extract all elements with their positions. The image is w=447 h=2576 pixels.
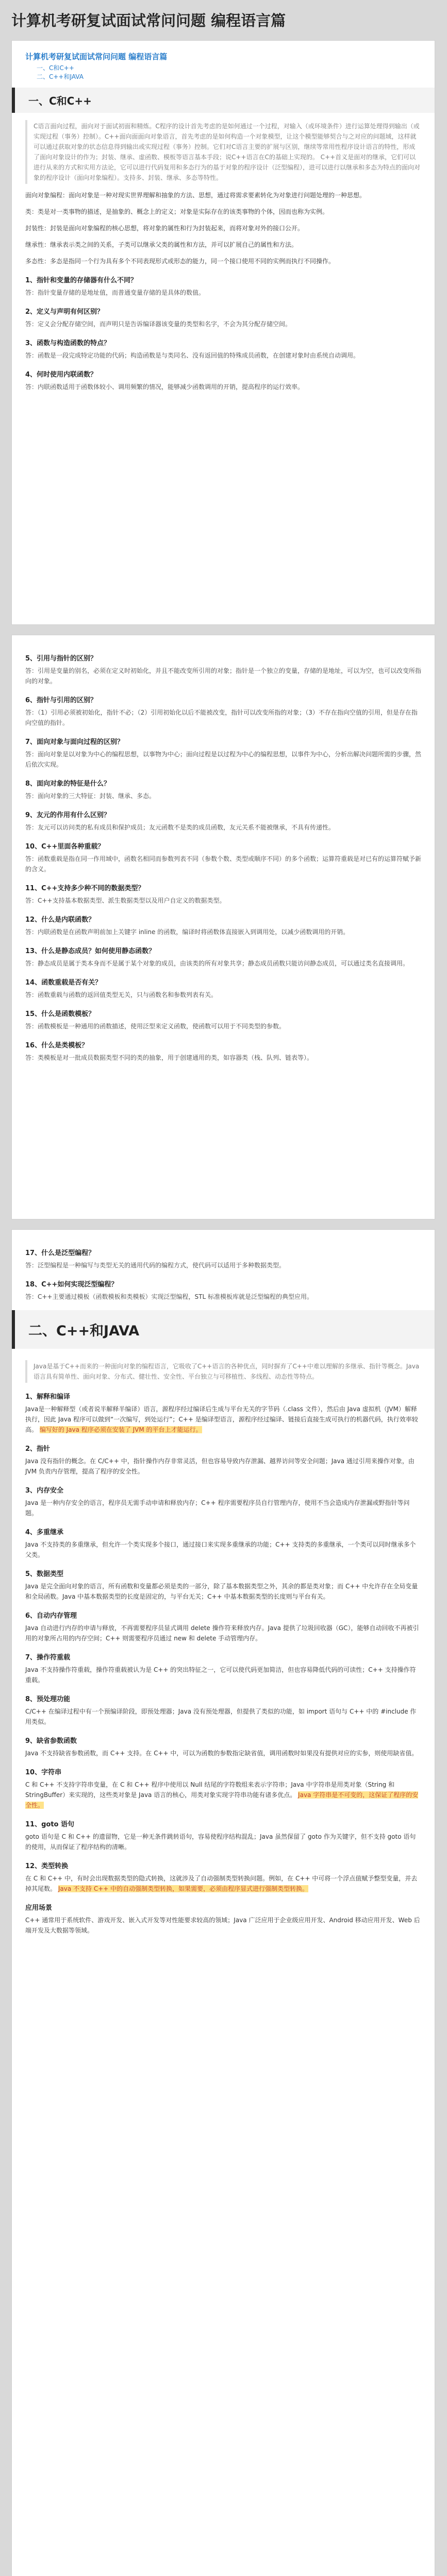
section-title-c-cpp: 一、C和C++ [12,88,435,113]
answer: 答：函数是一段完成特定功能的代码；构造函数是与类同名、没有返回值的特殊成员函数，在创建对象时由系统自动调用。 [25,352,360,359]
paragraph-inheritance: 继承性：继承表示类之间的关系，子类可以继承父类的属性和方法，并可以扩展自己的属性和方法。 [25,241,298,248]
question: 7、面向对象与面向过程的区别？ [25,738,124,746]
comparison-text: Java 不支持操作符重载，操作符重载被认为是 C++ 的突出特征之一，它可以使代码更加简洁，但也容易降低代码的可读性；C++ 支持操作符重载。 [25,1666,416,1684]
qa-list-1 [25,275,421,392]
comparison-heading: 应用场景 [25,1904,53,1912]
question: 3、函数与构造函数的特点？ [25,340,111,347]
question: 9、友元的作用有什么区别？ [25,811,111,819]
answer: 答：函数重载与函数的返回值类型无关，只与函数名和参数列表有关。 [25,991,218,998]
comparison-heading: 8、预处理功能 [25,1696,71,1703]
java-intro-quote: Java是基于C++而来的一种面向对象的编程语言，它吸收了C++语言的各种优点，同时摒弃了C++中难以理解的多继承、指针等概念。Java语言具有简单性、面向对象、分布式、健壮性、安全性、平台独立与可移植性、多线程、动态性等特点。 [25,1360,421,1383]
answer: 答：静态成员是属于类本身而不是属于某个对象的成员，由该类的所有对象共享；静态成员函数只能访问静态成员，可以通过类名直接调用。 [25,960,409,967]
comparison-text: C++ 通常用于系统软件、游戏开发、嵌入式开发等对性能要求较高的领域；Java 广泛应用于企业级应用开发、Android 移动应用开发、Web 后端开发及大数据等领域。 [25,1917,420,1934]
answer: 答：面向对象的三大特征：封装、继承、多态。 [25,792,156,800]
comparison-text: C 和 C++ 不支持字符串变量，在 C 和 C++ 程序中使用以 Null 结尾的字符数组来表示字符串；Java 中字符串是用类对象（String 和 StringBuffer）来实现的，这些类对象是 Java 语言的核心，用类对象实现字符串功能有诸多优点。 Java 字符串是不可变的，这保证了程序的安全性。 [25,1781,419,1809]
question: 18、C++如何实现泛型编程？ [25,1281,118,1289]
document-page-1 [11,40,435,625]
question: 10、C++里面各种重载？ [25,843,105,851]
question: 4、何时使用内联函数？ [25,371,97,379]
highlight-text: Java 不支持 C++ 中的自动强制类型转换，如果需要，必须由程序显式进行强制类型转换。 [58,1885,309,1892]
question: 2、定义与声明有何区别？ [25,308,104,316]
answer: 答：泛型编程是一种编写与类型无关的通用代码的编程方式，使代码可以适用于多种数据类型。 [25,1262,286,1269]
answer: 答：引用是变量的别名，必须在定义时初始化，并且不能改变所引用的对象；指针是一个独立的变量，存储的是地址，可以为空，也可以改变所指向的对象。 [25,667,422,685]
paragraph-oop: 面向对象编程：面向对象是一种对现实世界理解和抽象的方法、思想，通过将需求要素转化为对象进行问题处理的一种思想。 [25,192,366,199]
paragraph-polymorphism: 多态性：多态是指同一个行为具有多个不同表现形式或形态的能力，同一个接口使用不同的实例而执行不同操作。 [25,258,335,265]
answer: 答：函数重载是指在同一作用域中，函数名相同而参数列表不同（参数个数、类型或顺序不同）的多个函数；运算符重载是对已有的运算符赋予新的含义。 [25,855,422,873]
intro-quote: C语言面向过程，面向对于面试初面和精炼。C程序的设计首先考虑的是如何通过一个过程，对输入（或环境条件）进行运算处理得到输出（或实现过程（事务）控制）。C++面向面面向对象语言，首先考虑的是如何构造一个对象模型，让这个模型能够契合与之对应的问题域，这样就可以通过获取对象的状态信息得到输出或实现过程（事务）控制。它们对C语言主要的扩展与区别，继续等常用性程序设计语言的特性，形成了面向对象设计的作为；封装、继承、虚函数、模板等语言基本手段；说C++语言在C的基础上实现的。 C++首义是面对的继承，它们可以进行从来的方式和实用方法论，它可以进行代码复用和多态行为的基于对象的程序设计（泛型编程），进可以进行以继承和多态为特点的面向对象的程序设计（面向对象编程）。支持多、封装、继承、多态等特性。 [25,120,421,184]
answer: 答：定义会分配存储空间，而声明只是告诉编译器该变量的类型和名字，不会为其分配存储空间。 [25,320,292,328]
document-page-3 [11,1229,435,2576]
highlight-text: Java 字符串是不可变的，这保证了程序的安全性。 [25,1791,419,1809]
comparison-heading: 7、操作符重载 [25,1654,71,1662]
toc-item-c-cpp[interactable]: 一、C和C++ [37,64,74,72]
comparison-text: Java 是一种内存安全的语言，程序员无需手动申请和释放内存；C++ 程序需要程序员自行管理内存，使用不当会造成内存泄漏或野指针等问题。 [25,1499,410,1517]
comparison-heading: 11、goto 语句 [25,1821,74,1828]
comparison-text: Java 自动进行内存的申请与释放，不再需要程序员显式调用 delete 操作符来释放内存。Java 提供了垃圾回收器（GC），能够自动回收不再被引用的对象所占用的内存空间；C++ 则需要程序员通过 new 和 delete 手动管理内存。 [25,1624,419,1642]
comparison-text: Java 不支持类的多重继承，但允许一个类实现多个接口，通过接口来实现多重继承的功能；C++ 支持类的多重继承，一个类可以同时继承多个父类。 [25,1541,416,1558]
question: 17、什么是泛型编程？ [25,1249,95,1257]
question: 8、面向对象的特征是什么？ [25,780,111,788]
answer: 答：C++支持基本数据类型、派生数据类型以及用户自定义的数据类型。 [25,897,226,904]
comparison-heading: 12、类型转换 [25,1862,69,1870]
comparison-text: Java 不支持缺省参数函数，而 C++ 支持。在 C++ 中，可以为函数的参数指定缺省值，调用函数时如果没有提供对应的实参，则使用缺省值。 [25,1750,418,1757]
answer: 答：面向对象是以对象为中心的编程思想，以事物为中心；面向过程是以过程为中心的编程思想，以事件为中心，分析出解决问题所需的步骤，然后依次实现。 [25,751,422,768]
paragraph-encapsulation: 封装性：封装是面向对象编程的核心思想，将对象的属性和行为封装起来，而将对象对外的接口公开。 [25,225,304,232]
question: 5、引用与指针的区别？ [25,655,97,663]
comparison-list [25,1391,421,1936]
comparison-heading: 5、数据类型 [25,1570,64,1578]
page-title: 计算机考研复试面试常问问题 编程语言篇 [11,12,286,29]
comparison-heading: 3、内存安全 [25,1487,64,1495]
document-page-2 [11,635,435,1219]
comparison-heading: 1、解释和编译 [25,1393,71,1401]
question: 11、C++支持多少种不同的数据类型？ [25,885,145,892]
qa-list-2 [25,653,421,1063]
toc-item-cpp-java[interactable]: 二、C++和JAVA [37,73,84,80]
comparison-heading: 4、多重继承 [25,1529,64,1536]
comparison-text: Java是一种解释型（或者说半解释半编译）语言，源程序经过编译后生成与平台无关的字节码（.class 文件），然后由 Java 虚拟机（JVM）解释执行，因此 Java 程序可以做到“一次编写，到处运行”；C++ 是编译型语言，源程序经过编译、链接后直接生成可执行的机器代码，执行效率较高。 编写好的 Java 程序必须在安装了 JVM 的平台上才能运行。 [25,1405,418,1433]
comparison-text: Java 是完全面向对象的语言，所有函数和变量都必须是类的一部分，除了基本数据类型之外，其余的都是类对象；而 C++ 中允许存在全局变量和全局函数。Java 中基本数据类型的长度是固定的，与平台无关；C++ 中基本数据类型的长度则与平台有关。 [25,1583,418,1600]
doc-title: 计算机考研复试面试常问问题 编程语言篇 [25,52,168,61]
answer: 答：（1）引用必须被初始化，指针不必；（2）引用初始化以后不能被改变，指针可以改变所指的对象；（3）不存在指向空值的引用，但是存在指向空值的指针。 [25,709,418,726]
answer: 答：内联函数适用于函数体较小、调用频繁的情况，能够减少函数调用的开销，提高程序的运行效率。 [25,383,304,391]
question: 15、什么是函数模板？ [25,1010,95,1018]
question: 12、什么是内联函数？ [25,916,95,924]
answer: 答：类模板是对一批成员数据类型不同的类的抽象，用于创建通用的类，如容器类（栈、队列、链表等）。 [25,1054,313,1061]
comparison-heading: 6、自动内存管理 [25,1612,77,1620]
question: 1、指针和变量的存储器有什么不同？ [25,277,138,284]
comparison-text: Java 没有指针的概念。在 C/C++ 中，指针操作内存非常灵活，但也容易导致内存泄漏、越界访问等安全问题；Java 通过引用来操作对象，由 JVM 负责内存管理，提高了程序的安全性。 [25,1458,415,1475]
comparison-text: goto 语句是 C 和 C++ 的遗留物，它是一种无条件跳转语句，容易使程序结构混乱；Java 虽然保留了 goto 作为关键字，但不支持 goto 语句的使用，从而保证了程序结构的清晰。 [25,1833,416,1851]
highlight-text: 编写好的 Java 程序必须在安装了 JVM 的平台上才能运行。 [39,1426,202,1433]
comparison-text: 在 C 和 C++ 中，有时会出现数据类型的隐式转换，这就涉及了自动强制类型转换问题。例如，在 C++ 中可将一个浮点值赋予整型变量，并去掉其尾数。 Java 不支持 C++ 中的自动强制类型转换，如果需要，必须由程序显式进行强制类型转换。 [25,1875,418,1892]
question: 6、指针与引用的区别？ [25,697,97,704]
question: 13、什么是静态成员？如何使用静态函数？ [25,947,156,955]
qa-list-3 [25,1247,421,1302]
comparison-heading: 2、指针 [25,1445,51,1453]
answer: 答：内联函数是在函数声明前加上关键字 inline 的函数，编译时将函数体直接嵌入到调用处，以减少函数调用的开销。 [25,928,350,936]
comparison-text: C/C++ 在编译过程中有一个预编译阶段，即预处理器；Java 没有预处理器，但提供了类似的功能，如 import 语句与 C++ 中的 #include 作用类似。 [25,1708,417,1725]
answer: 答：C++主要通过模板（函数模板和类模板）实现泛型编程，STL 标准模板库就是泛型编程的典型应用。 [25,1293,313,1300]
section-title-cpp-java: 二、C++和JAVA [12,1310,435,1349]
paragraph-class: 类：类是对一类事物的描述，是抽象的、概念上的定义；对象是实际存在的该类事物的个体，因而也称为实例。 [25,208,329,215]
answer: 答：指针变量存储的是地址值，而普通变量存储的是具体的数值。 [25,289,205,296]
answer: 答：友元可以访问类的私有成员和保护成员；友元函数不是类的成员函数，友元关系不能被继承，不具有传递性。 [25,824,335,831]
question: 16、什么是类模板？ [25,1042,89,1049]
comparison-heading: 10、字符串 [25,1769,62,1776]
question: 14、函数重载是否有关？ [25,979,102,987]
comparison-heading: 9、缺省参数函数 [25,1737,77,1745]
answer: 答：函数模板是一种通用的函数描述，使用泛型来定义函数，使函数可以用于不同类型的参数。 [25,1023,286,1030]
